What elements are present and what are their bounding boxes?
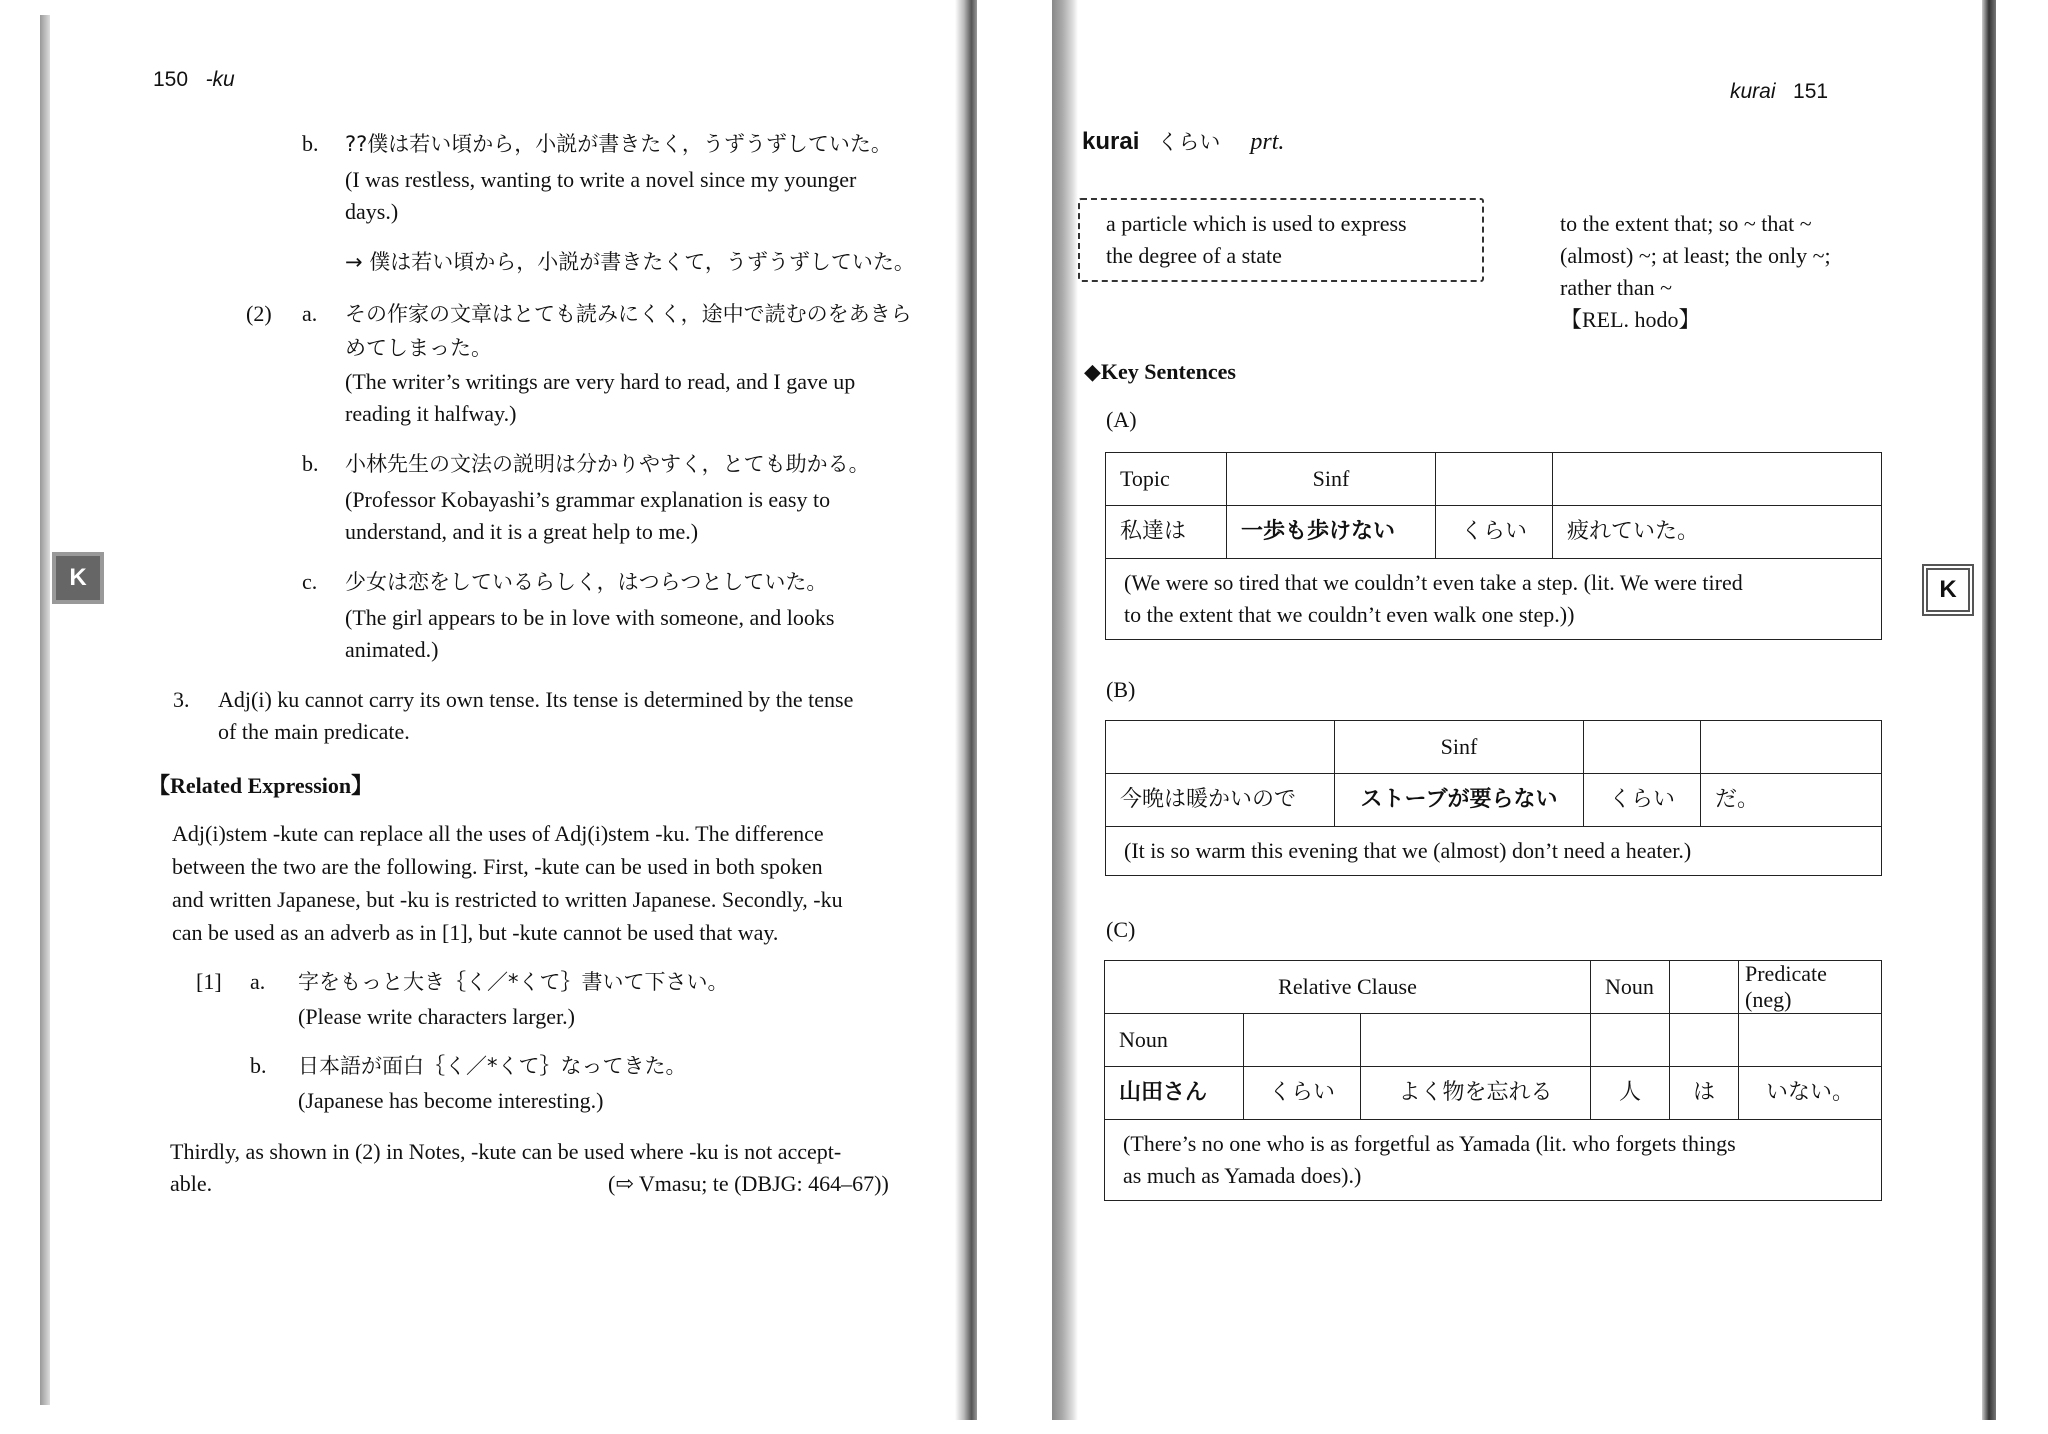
table-cell: Relative Clause bbox=[1105, 961, 1591, 1014]
running-head: -ku bbox=[205, 68, 235, 91]
page-number bbox=[153, 68, 235, 92]
example-translation: animated.) bbox=[345, 637, 439, 662]
table-cell: Noun bbox=[1591, 961, 1670, 1014]
related-entry: 【REL. hodo】 bbox=[1560, 307, 1701, 332]
table-cell: くらい bbox=[1436, 506, 1553, 559]
thumb-index-tab: K bbox=[1922, 564, 1974, 616]
entry-word: kurai bbox=[1082, 128, 1140, 155]
paragraph-line: Thirdly, as shown in (2) in Notes, -kute can be used where -ku is not accept- bbox=[170, 1139, 842, 1164]
note-text: Adj(i) ku cannot carry its own tense. Its tense is determined by the tense bbox=[218, 687, 854, 712]
table-cell bbox=[1670, 961, 1739, 1014]
table-cell: Sinf bbox=[1227, 453, 1436, 506]
paragraph-line: Adj(i)stem -kute can replace all the uses of Adj(i)stem -ku. The difference bbox=[172, 821, 824, 846]
translation-line: (It is so warm this evening that we (almost) don’t need a heater.) bbox=[1124, 838, 1692, 863]
table-cell: ストーブが要らない bbox=[1335, 774, 1584, 827]
table-cell bbox=[1106, 721, 1335, 774]
key-sentence-table-a bbox=[1105, 452, 1882, 640]
definition-line: a particle which is used to express bbox=[1106, 211, 1407, 236]
table-cell: だ。 bbox=[1701, 774, 1882, 827]
meaning-line: to the extent that; so ~ that ~ bbox=[1560, 211, 1812, 236]
gutter-shadow-right bbox=[1052, 0, 1078, 1420]
example-label: b. bbox=[302, 451, 319, 476]
key-sentence-label: (B) bbox=[1106, 677, 1136, 702]
example-japanese: 日本語が面白｛く／*くて｝なってきた。 bbox=[298, 1054, 687, 1078]
example-translation: reading it halfway.) bbox=[345, 401, 517, 426]
example-japanese: ??僕は若い頃から，小説が書きたく，うずうずしていた。 bbox=[345, 132, 892, 156]
example-translation: (The writer’s writings are very hard to read, and I gave up bbox=[345, 369, 856, 394]
translation-line: (We were so tired that we couldn’t even take a step. (lit. We were tired bbox=[1124, 570, 1743, 595]
page-number-text: 150 bbox=[153, 68, 189, 91]
running-head: kurai bbox=[1730, 80, 1776, 103]
table-cell bbox=[1584, 721, 1701, 774]
note-number: 3. bbox=[173, 687, 190, 712]
right-page bbox=[1050, 0, 2048, 1434]
table-cell: は bbox=[1670, 1067, 1739, 1120]
table-cell bbox=[1553, 453, 1882, 506]
table-cell: 私達は bbox=[1106, 506, 1227, 559]
definition-line: the degree of a state bbox=[1106, 243, 1282, 268]
meaning-line: (almost) ~; at least; the only ~; bbox=[1560, 243, 1831, 268]
example-japanese: めてしまった。 bbox=[345, 336, 492, 360]
example-translation: (I was restless, wanting to write a novel since my younger bbox=[345, 167, 857, 192]
part-of-speech: prt. bbox=[1250, 129, 1285, 155]
key-sentences-heading: ◆Key Sentences bbox=[1084, 359, 1236, 384]
example-translation: (Please write characters larger.) bbox=[298, 1004, 575, 1029]
table-cell bbox=[1591, 1014, 1670, 1067]
table-cell: いない。 bbox=[1739, 1067, 1882, 1120]
table-cell bbox=[1436, 453, 1553, 506]
example-label: a. bbox=[250, 969, 266, 994]
table-cell: 今晩は暖かいので bbox=[1106, 774, 1335, 827]
table-cell: よく物を忘れる bbox=[1361, 1067, 1591, 1120]
example-label: b. bbox=[302, 131, 319, 156]
entry-kana: くらい bbox=[1157, 130, 1221, 154]
key-sentence-label: (A) bbox=[1106, 407, 1137, 432]
translation-cell bbox=[1105, 1120, 1882, 1201]
section-heading: 【Related Expression】 bbox=[148, 773, 374, 798]
page-edge-shadow bbox=[1982, 0, 1996, 1420]
table-cell bbox=[1244, 1014, 1361, 1067]
page-number-text: 151 bbox=[1793, 80, 1829, 103]
translation-cell bbox=[1106, 827, 1882, 876]
paragraph-line: between the two are the following. First, -kute can be used in both spoken bbox=[172, 854, 823, 879]
page-edge-shadow bbox=[40, 15, 50, 1405]
table-cell: くらい bbox=[1244, 1067, 1361, 1120]
key-sentence-table-b bbox=[1105, 720, 1882, 876]
table-cell: Sinf bbox=[1335, 721, 1584, 774]
paragraph-line: and written Japanese, but -ku is restricted to written Japanese. Secondly, -ku bbox=[172, 887, 843, 912]
example-label: a. bbox=[302, 301, 318, 326]
translation-line: as much as Yamada does).) bbox=[1123, 1163, 1362, 1188]
table-cell: 山田さん bbox=[1105, 1067, 1244, 1120]
left-page bbox=[0, 0, 985, 1434]
example-translation: understand, and it is a great help to me.) bbox=[345, 519, 699, 544]
table-cell bbox=[1670, 1014, 1739, 1067]
example-japanese: 字をもっと大き｛く／*くて｝書いて下さい。 bbox=[298, 970, 729, 994]
cross-reference: (⇨ Vmasu; te (DBJG: 464–67)) bbox=[608, 1171, 889, 1196]
table-cell: 人 bbox=[1591, 1067, 1670, 1120]
table-cell: 一歩も歩けない bbox=[1227, 506, 1436, 559]
example-japanese: 小林先生の文法の説明は分かりやすく，とても助かる。 bbox=[345, 452, 870, 476]
example-japanese: その作家の文章はとても読みにくく，途中で読むのをあきら bbox=[345, 302, 912, 326]
table-cell bbox=[1361, 1014, 1591, 1067]
thumb-index-tab: K bbox=[52, 552, 104, 604]
table-cell: くらい bbox=[1584, 774, 1701, 827]
example-translation: days.) bbox=[345, 199, 399, 224]
table-cell: Topic bbox=[1106, 453, 1227, 506]
page-gap bbox=[978, 0, 1052, 1434]
table-cell: Noun bbox=[1105, 1014, 1244, 1067]
paragraph-line: able. bbox=[170, 1171, 213, 1196]
example-translation: (Japanese has become interesting.) bbox=[298, 1088, 604, 1113]
key-sentence-table-c bbox=[1104, 960, 1882, 1201]
example-translation: (The girl appears to be in love with someone, and looks bbox=[345, 605, 835, 630]
example-label: c. bbox=[302, 569, 318, 594]
meaning-line: rather than ~ bbox=[1560, 275, 1673, 300]
translation-cell bbox=[1106, 559, 1882, 640]
table-cell bbox=[1739, 1014, 1882, 1067]
example-translation: (Professor Kobayashi’s grammar explanation is easy to bbox=[345, 487, 831, 512]
key-sentence-label: (C) bbox=[1106, 917, 1136, 942]
table-cell: Predicate (neg) bbox=[1739, 961, 1882, 1014]
note-text: of the main predicate. bbox=[218, 719, 410, 744]
running-head-right bbox=[1730, 80, 1828, 104]
example-japanese: 少女は恋をしているらしく，はつらつとしていた。 bbox=[345, 570, 828, 594]
entry-head bbox=[1082, 126, 1284, 158]
translation-line: (There’s no one who is as forgetful as Yamada (lit. who forgets things bbox=[1123, 1131, 1736, 1156]
gutter-shadow-left bbox=[955, 0, 977, 1420]
example-corrected: → 僕は若い頃から，小説が書きたくて，うずうずしていた。 bbox=[345, 250, 915, 274]
table-cell: 疲れていた。 bbox=[1553, 506, 1882, 559]
example-number: [1] bbox=[196, 969, 222, 994]
example-label: b. bbox=[250, 1053, 267, 1078]
paragraph-line: can be used as an adverb as in [1], but -kute cannot be used that way. bbox=[172, 920, 779, 945]
example-number: (2) bbox=[246, 301, 272, 326]
translation-line: to the extent that we couldn’t even walk one step.)) bbox=[1124, 602, 1575, 627]
table-cell bbox=[1701, 721, 1882, 774]
